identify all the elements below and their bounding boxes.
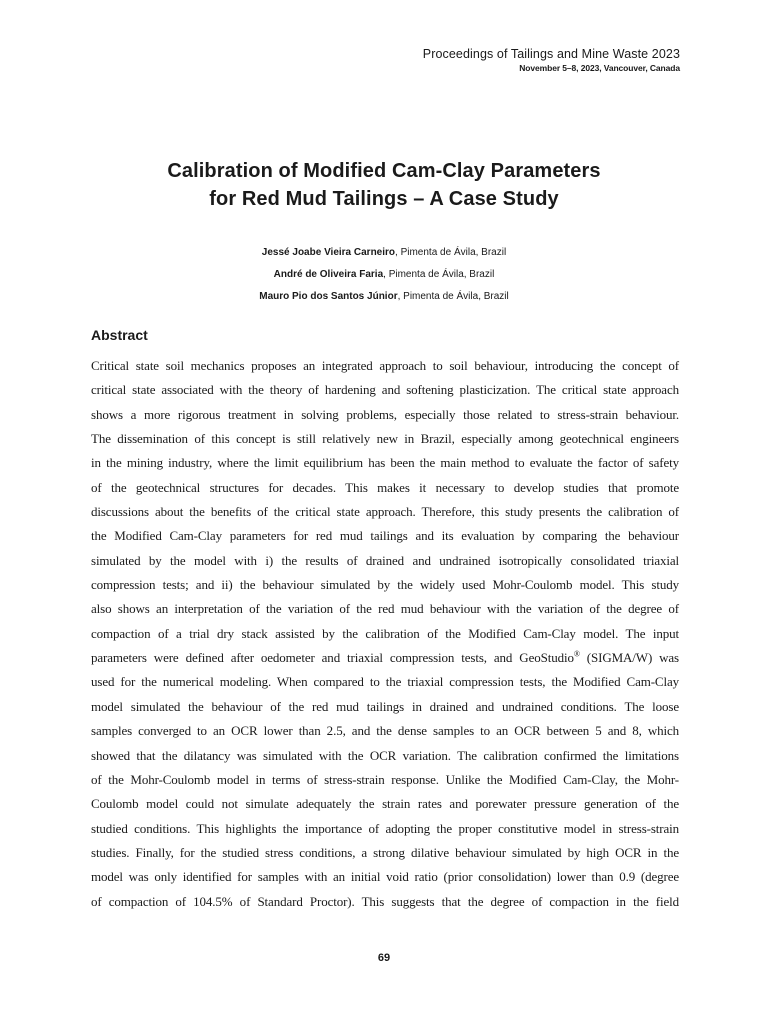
title-line-1: Calibration of Modified Cam-Clay Parameters — [167, 160, 601, 182]
author-name: Jessé Joabe Vieira Carneiro — [261, 247, 396, 258]
abstract-line: used for the numerical modeling. When compared to the triaxial compression tests, the Modified Cam-Clay — [91, 674, 679, 690]
paper-title — [0, 157, 768, 213]
title-line-2: for Red Mud Tailings – A Case Study — [209, 188, 559, 210]
abstract-line: showed that the dilatancy was simulated with the OCR variation. The calibration confirmed the limitations — [91, 747, 679, 763]
author-affiliation: , Pimenta de Ávila, Brazil — [397, 291, 509, 302]
abstract-body — [91, 354, 679, 914]
author-affiliation: , Pimenta de Ávila, Brazil — [395, 247, 507, 258]
page-number: 69 — [377, 952, 391, 964]
abstract-line: Critical state soil mechanics proposes an integrated approach to soil behaviour, introducing the concept of — [91, 358, 679, 373]
abstract-line: of the Mohr-Coulomb model in terms of stress-strain response. Unlike the Modified Cam-Clay, the Mohr- — [91, 771, 679, 787]
author-name: Mauro Pio dos Santos Júnior — [259, 291, 398, 302]
abstract-line-text: parameters were defined after oedometer and triaxial compression tests, and GeoStudio — [91, 650, 574, 666]
abstract-line: model simulated the behaviour of the red mud tailings in drained and undrained conditions. The loose — [91, 698, 679, 714]
abstract-line: simulated by the model with i) the results of drained and undrained isotropically consolidated triaxial — [91, 552, 679, 568]
abstract-line: studies. Finally, for the studied stress conditions, a strong dilative behaviour simulated by high OCR in the — [91, 844, 679, 860]
abstract-line-with-superscript — [91, 646, 679, 670]
abstract-heading: Abstract — [91, 327, 148, 343]
author-affiliation: , Pimenta de Ávila, Brazil — [383, 269, 495, 280]
abstract-line-tail: (SIGMA/W) was — [579, 650, 679, 666]
abstract-line: compaction of a trial dry stack assisted by the calibration of the Modified Cam-Clay model. The input — [91, 625, 679, 641]
abstract-line: in the mining industry, where the limit equilibrium has been the main method to evaluate the factor of safety — [91, 455, 679, 471]
abstract-line: discussions about the benefits of the critical state approach. Therefore, this study presents the calibration of — [91, 504, 679, 520]
author-entry — [0, 264, 768, 286]
abstract-line: samples converged to an OCR lower than 2.5, and the dense samples to an OCR between 5 and 8, which — [91, 723, 679, 739]
running-header — [423, 46, 680, 74]
abstract-line: model was only identified for samples with an initial void ratio (prior consolidation) lower than 0.9 (degree — [91, 869, 679, 885]
author-entry — [0, 286, 768, 308]
author-entry — [0, 242, 768, 264]
abstract-line: compression tests; and ii) the behaviour simulated by the widely used Mohr-Coulomb model. This study — [91, 577, 679, 593]
abstract-line: the Modified Cam-Clay parameters for red mud tailings and its evaluation by comparing the behaviour — [91, 528, 679, 544]
abstract-line: also shows an interpretation of the variation of the red mud behaviour with the variation of the degree of — [91, 601, 679, 617]
abstract-line: critical state associated with the theory of hardening and softening plasticization. The critical state approach — [91, 382, 679, 398]
abstract-line: studied conditions. This highlights the importance of adopting the proper constitutive model in stress-strain — [91, 820, 679, 836]
abstract-line: The dissemination of this concept is still relatively new in Brazil, especially among geotechnical engineers — [91, 431, 679, 447]
conference-dates: November 5–8, 2023, Vancouver, Canada — [519, 63, 680, 73]
author-name: André de Oliveira Faria — [273, 269, 384, 280]
registered-mark: ® — [573, 649, 580, 659]
abstract-line: of the geotechnical structures for decades. This makes it necessary to develop studies that promote — [91, 479, 679, 495]
conference-name: Proceedings of Tailings and Mine Waste 2023 — [422, 47, 680, 61]
abstract-line: shows a more rigorous treatment in solving problems, especially those related to stress-strain behaviour. — [91, 406, 679, 422]
abstract-line: of compaction of 104.5% of Standard Proctor). This suggests that the degree of compaction in the field — [91, 893, 679, 909]
author-list — [0, 242, 768, 308]
abstract-line: Coulomb model could not simulate adequately the strain rates and porewater pressure generation of the — [91, 796, 679, 812]
